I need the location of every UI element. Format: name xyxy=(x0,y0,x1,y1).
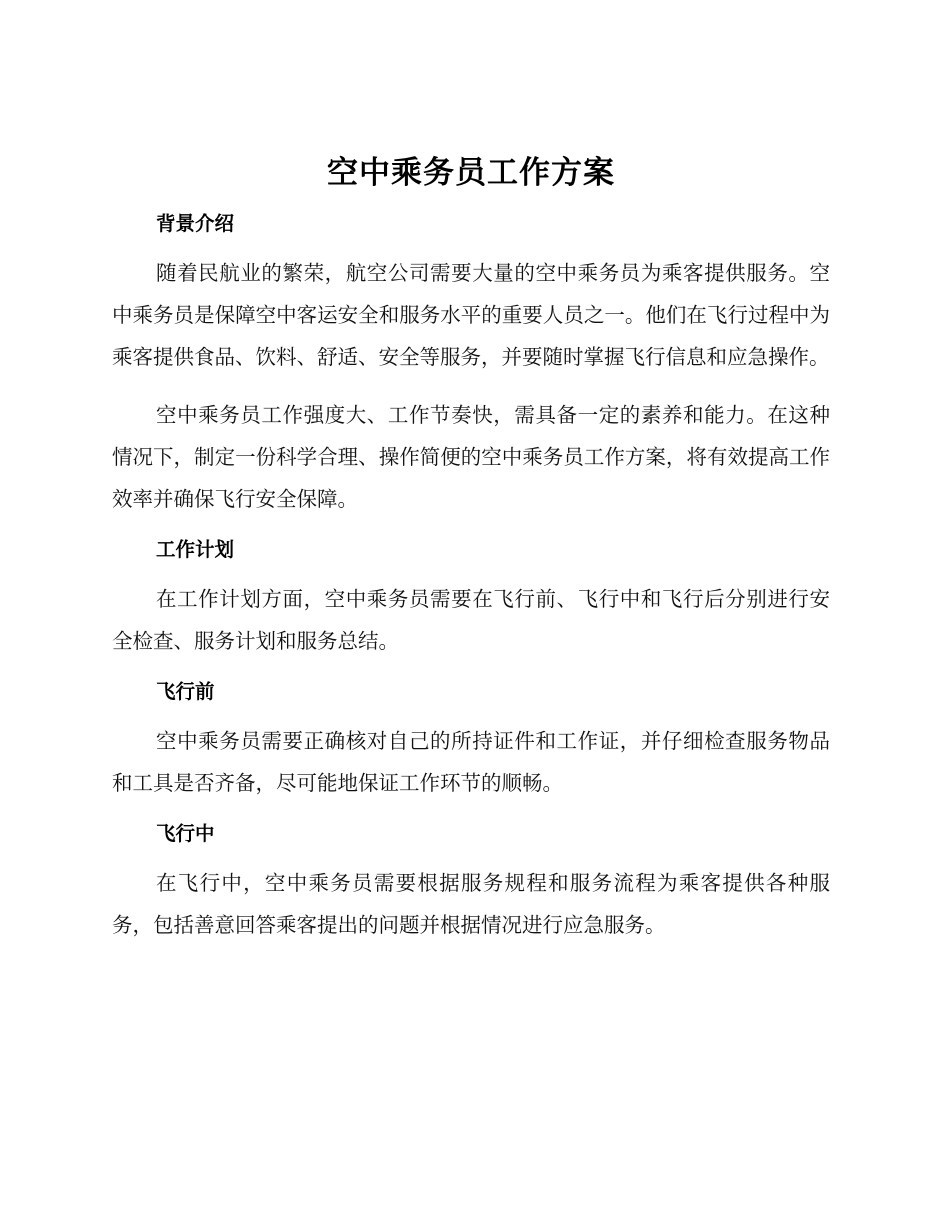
section-heading-during-flight: 飞行中 xyxy=(156,822,215,845)
document-body xyxy=(112,150,830,962)
section-heading-work-plan: 工作计划 xyxy=(156,538,235,561)
section-heading-background: 背景介绍 xyxy=(156,212,235,235)
paragraph-background-1: 随着民航业的繁荣，航空公司需要大量的空中乘务员为乘客提供服务。空中乘务员是保障空中客运安全和服务水平的重要人员之一。他们在飞行过程中为乘客提供食品、饮料、舒适、安全等服务，并要随时掌握飞行信息和应急操作。 xyxy=(112,261,830,369)
paragraph-before-flight-1: 空中乘务员需要正确核对自己的所持证件和工作证，并仔细检查服务物品和工具是否齐备，尽可能地保证工作环节的顺畅。 xyxy=(112,729,830,795)
section-heading-before-flight: 飞行前 xyxy=(156,680,215,703)
document-title: 空中乘务员工作方案 xyxy=(327,155,615,191)
paragraph-during-flight-1: 在飞行中，空中乘务员需要根据服务规程和服务流程为乘客提供各种服务，包括善意回答乘客提出的问题并根据情况进行应急服务。 xyxy=(112,871,830,937)
paragraph-background-2: 空中乘务员工作强度大、工作节奏快，需具备一定的素养和能力。在这种情况下，制定一份科学合理、操作简便的空中乘务员工作方案，将有效提高工作效率并确保飞行安全保障。 xyxy=(112,403,830,511)
paragraph-work-plan-1: 在工作计划方面，空中乘务员需要在飞行前、飞行中和飞行后分别进行安全检查、服务计划和服务总结。 xyxy=(112,587,830,653)
